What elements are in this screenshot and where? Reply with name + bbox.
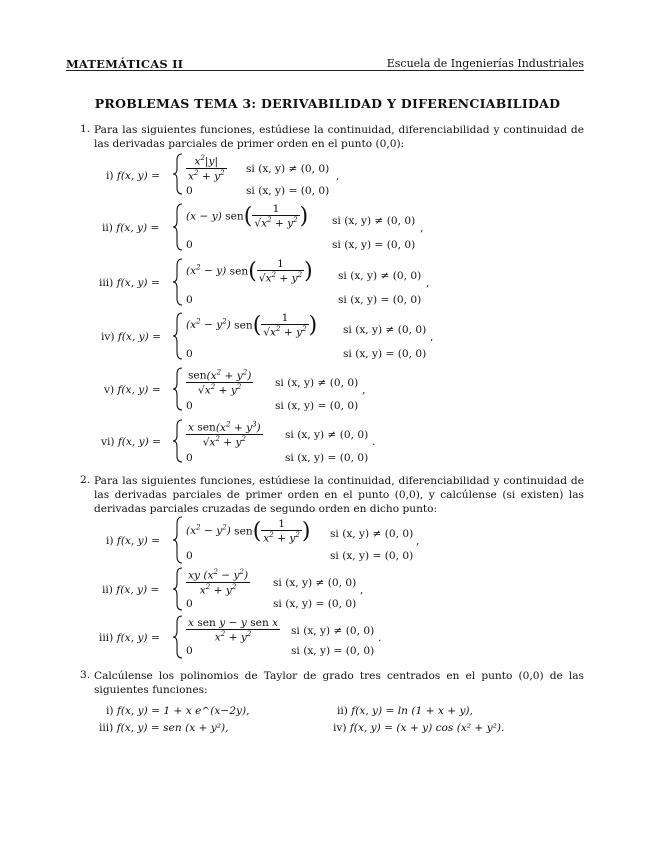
problem-1-statement: Para las siguientes funciones, estúdiese la continuidad, diferenciabilidad y continuidad de las derivadas parciales de primer orden en el punto (0,0): <box>94 124 584 150</box>
p1-ii-end: , <box>420 222 424 234</box>
p2-ii-case2: 0 <box>186 598 193 610</box>
p1-iv-cond1: si (x, y) ≠ (0, 0) <box>343 324 427 336</box>
p1-iii-case1: $(x^2 - y)$ sen( $\frac{1}{√x^2 + y^2}$ ) <box>186 258 313 285</box>
p1-i-brace <box>172 152 184 196</box>
p1-i-end: , <box>336 170 340 182</box>
header-rule <box>66 70 584 71</box>
p1-i-cond2: si (x, y) = (0, 0) <box>246 185 330 197</box>
p2-ii-cond2: si (x, y) = (0, 0) <box>273 598 357 610</box>
p2-iii-cond2: si (x, y) = (0, 0) <box>291 645 375 657</box>
p1-v-end: , <box>362 384 366 396</box>
p1-v-cond1: si (x, y) ≠ (0, 0) <box>275 377 359 389</box>
p1-vi-end: . <box>372 436 376 448</box>
p1-iii-cond2: si (x, y) = (0, 0) <box>338 294 422 306</box>
p1-item-label: ii) f(x, y) = <box>102 222 160 234</box>
p2-iii-cond1: si (x, y) ≠ (0, 0) <box>291 625 375 637</box>
p1-item-label: iv) f(x, y) = <box>101 331 162 343</box>
p1-ii-case1: (x − y) sen( $\frac{1}{√x^2 + y^2}$ ) <box>186 203 309 230</box>
p1-v-cond2: si (x, y) = (0, 0) <box>275 400 359 412</box>
p1-i-case1: $\frac{x^2|y|}{x^2 + y^2}$ <box>188 154 225 183</box>
p1-ii-cond1: si (x, y) ≠ (0, 0) <box>332 215 416 227</box>
p3-item: ii) f(x, y) = ln (1 + x + y), <box>337 705 473 717</box>
p1-iii-case2: 0 <box>186 294 193 306</box>
p1-item-label: iii) f(x, y) = <box>99 277 160 289</box>
p1-vi-cond1: si (x, y) ≠ (0, 0) <box>285 429 369 441</box>
p2-ii-case1: $\frac{xy (x^2 - y^2)}{x^2 + y^2}$ <box>188 568 249 597</box>
p2-item-label: iii) f(x, y) = <box>99 632 160 644</box>
p2-ii-end: , <box>360 584 364 596</box>
p1-v-case1: $\frac{sen(x^2 + y^2)}{√x^2 + y^2}$ <box>188 368 252 397</box>
p1-ii-brace <box>172 202 184 252</box>
p1-iv-brace <box>172 311 184 361</box>
p1-vi-brace <box>172 418 184 464</box>
p1-i-cond1: si (x, y) ≠ (0, 0) <box>246 163 330 175</box>
p1-iv-end: , <box>430 331 434 343</box>
p1-item-label: v) f(x, y) = <box>104 384 161 396</box>
p2-i-end: , <box>416 535 420 547</box>
p1-ii-cond2: si (x, y) = (0, 0) <box>332 239 416 251</box>
problem-3-number: 3. <box>80 669 91 681</box>
p1-item-label: vi) f(x, y) = <box>101 436 162 448</box>
p1-item-label: i) f(x, y) = <box>106 170 161 182</box>
p3-item: iii) f(x, y) = sen (x + y²), <box>99 722 229 734</box>
p2-i-case2: 0 <box>186 550 193 562</box>
p2-iii-brace <box>172 614 184 660</box>
p2-ii-brace <box>172 566 184 612</box>
p3-item: i) f(x, y) = 1 + x e^(x−2y), <box>106 705 250 717</box>
p2-i-brace <box>172 515 184 565</box>
p1-iii-cond1: si (x, y) ≠ (0, 0) <box>338 270 422 282</box>
p1-v-case2: 0 <box>186 400 193 412</box>
p3-item: iv) f(x, y) = (x + y) cos (x² + y²). <box>333 722 505 734</box>
problem-1-number: 1. <box>80 123 91 135</box>
problem-2-statement: Para las siguientes funciones, estúdiese la continuidad, diferenciabilidad y continuidad de las derivadas parciales de primer orden en el punto (0,0), y calcúlense (si existen) las derivadas parciales cruzadas de segundo orden en dicho punto: <box>94 475 584 515</box>
p1-iii-end: , <box>426 277 430 289</box>
p1-vi-cond2: si (x, y) = (0, 0) <box>285 452 369 464</box>
p1-v-brace <box>172 366 184 412</box>
p2-ii-cond1: si (x, y) ≠ (0, 0) <box>273 577 357 589</box>
p2-iii-end: . <box>378 632 382 644</box>
p2-item-label: ii) f(x, y) = <box>102 584 160 596</box>
p1-iii-brace <box>172 257 184 307</box>
p2-i-cond2: si (x, y) = (0, 0) <box>330 550 414 562</box>
p1-iv-case1: $(x^2 - y^2)$ sen( $\frac{1}{√x^2 + y^2}$ ) <box>186 312 318 339</box>
p2-i-cond1: si (x, y) ≠ (0, 0) <box>330 528 414 540</box>
p2-iii-case1: $\frac{\text{x sen y − y sen x}}{x^2 + y^2}$ <box>188 617 279 644</box>
p2-item-label: i) f(x, y) = <box>106 535 161 547</box>
problem-2-number: 2. <box>80 474 91 486</box>
p1-iv-cond2: si (x, y) = (0, 0) <box>343 348 427 360</box>
problem-3-statement: Calcúlense los polinomios de Taylor de grado tres centrados en el punto (0,0) de las siguientes funciones: <box>94 670 584 696</box>
p2-i-case1: $(x^2 - y^2)$ sen( $\frac{1}{x^2 + y^2}$ ) <box>186 518 311 545</box>
p1-vi-case2: 0 <box>186 452 193 464</box>
p1-vi-case1: $\frac{x sen(x^2 + y^3)}{√x^2 + y^2}$ <box>188 420 261 449</box>
p1-iv-case2: 0 <box>186 348 193 360</box>
course-name: MATEMÁTICAS II <box>66 57 184 71</box>
p2-iii-case2: 0 <box>186 645 193 657</box>
p1-i-case2: 0 <box>186 185 193 197</box>
page-title: PROBLEMAS TEMA 3: DERIVABILIDAD Y DIFERENCIABILIDAD <box>94 96 561 111</box>
p1-ii-case2: 0 <box>186 239 193 251</box>
page-header <box>66 57 584 71</box>
school-name: Escuela de Ingenierías Industriales <box>386 57 584 70</box>
